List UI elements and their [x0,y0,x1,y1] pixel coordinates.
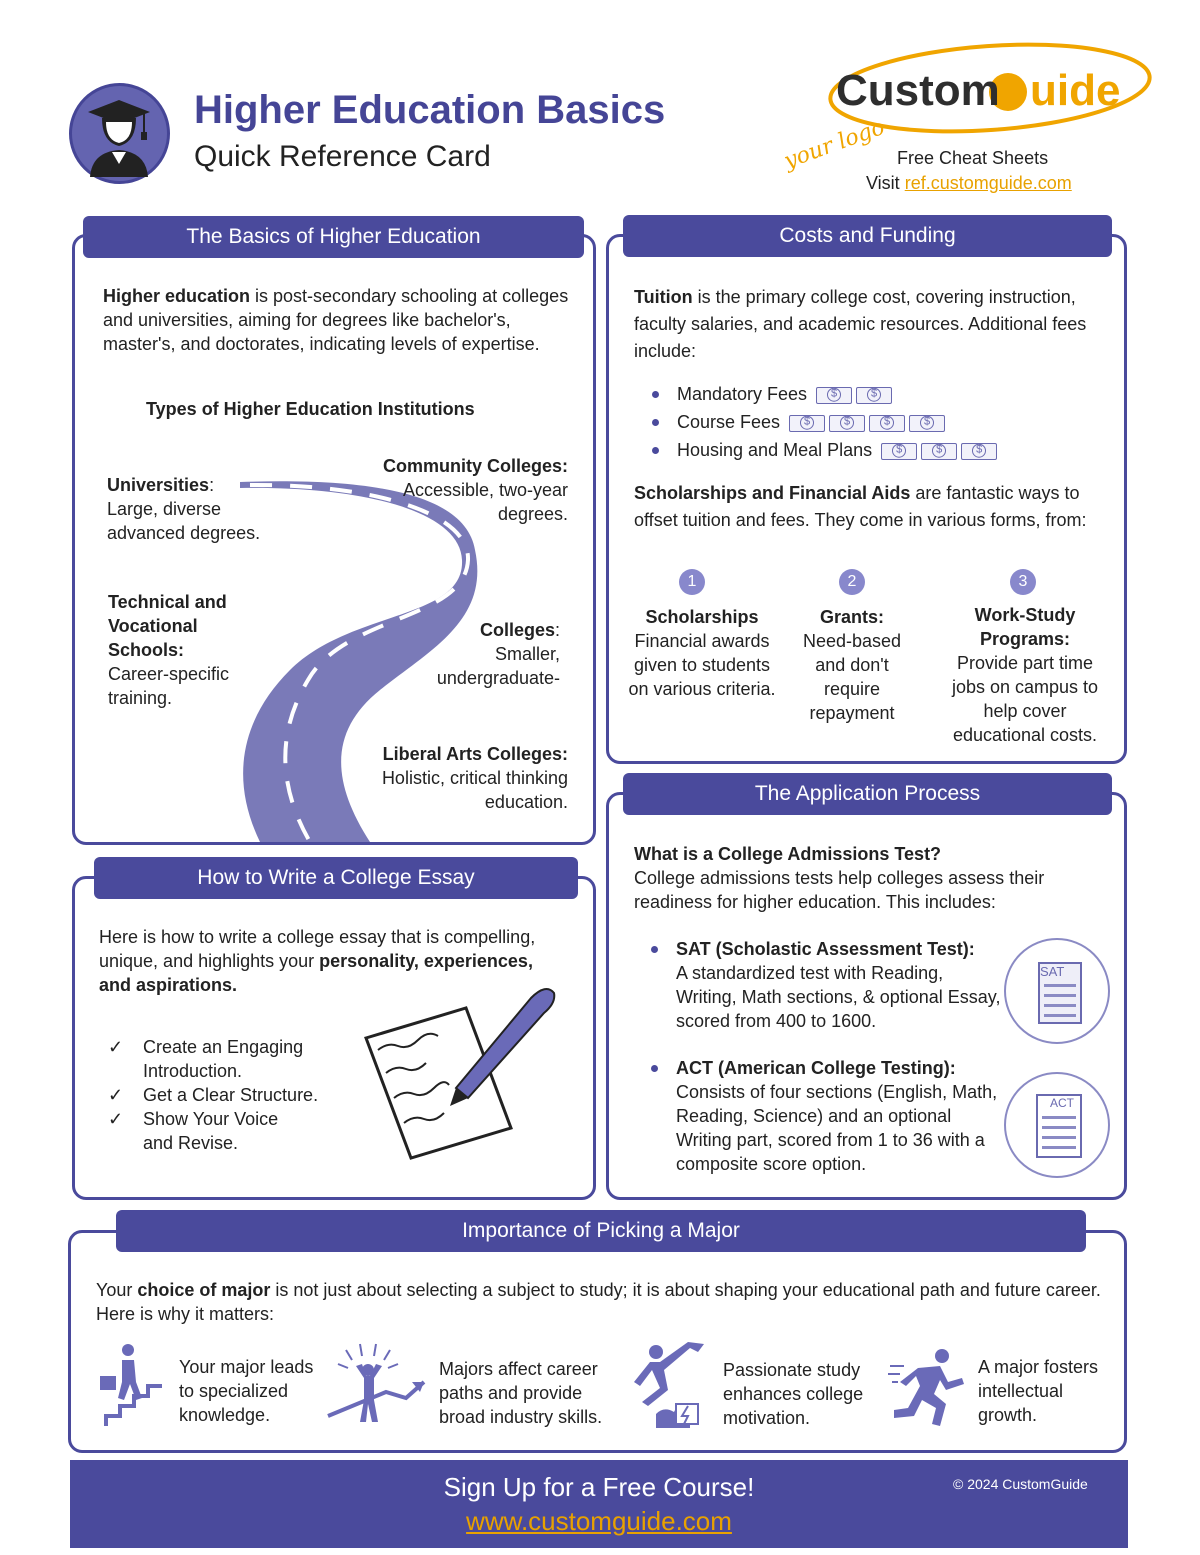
visit-line [866,173,1072,194]
graduate-icon [68,82,171,185]
basics-intro-rest: is post-secondary schooling at colleges and universities, aiming for degrees like bachelor's, master's, and doctorates, indicating levels of expertise. [103,286,569,354]
essay-intro-bold: personality, experiences, and aspirations. [99,951,533,995]
form-number-2: 2 [839,569,865,595]
check-icon: ✓ [108,1109,124,1129]
jump-motivation-icon [630,1342,708,1430]
liberal-desc: Holistic, critical thinking education. [381,768,568,812]
technical-block [108,590,248,710]
community-name: Community Colleges: [382,456,568,476]
money-icon [856,387,892,404]
major-intro: Your choice of major is not just about selecting a subject to study; it is about shaping your educational path and future career. Here is why it matters: [96,1280,1101,1324]
essay-intro-plain: Here is how to write a college essay that is compelling, unique, and highlights your [99,927,536,971]
essay-check-1: ✓ Create an Engaging Introduction. [108,1037,304,1081]
scholar-text [634,480,1112,534]
fee-item-course: Course Fees $$$$ [677,410,945,434]
basics-intro-bold: Higher education [103,286,251,306]
major-intro-bold: choice of major [137,1280,271,1300]
liberal-name: Liberal Arts Colleges: [382,744,568,764]
essay-check-3: ✓ Show Your Voice and Revise. [108,1109,279,1153]
sat-desc: A standardized test with Reading, Writing, Math sections, & optional Essay, scored from 400 to 1600. [676,963,1001,1031]
types-title: Types of Higher Education Institutions [146,399,475,419]
money-icon [881,443,917,460]
money-icon [816,387,852,404]
check-icon: ✓ [108,1085,124,1105]
major-reason-1: Your major leads to specialized knowledge. [179,1357,314,1425]
career-growth-icon [326,1342,426,1424]
colleges-block: Colleges: Smaller, undergraduate- [436,620,560,688]
cheat-sheets-text: Free Cheat Sheets [897,148,1049,168]
tuition-bold: Tuition [634,287,693,307]
form-work-study: Work-Study Programs: Provide part time jobs on campus to help cover educational costs. [951,605,1099,745]
scholar-bold: Scholarships and Financial Aids [634,483,911,503]
footer-cta: Sign Up for a Free Course! [443,1472,755,1502]
colleges-desc: Smaller, undergraduate- [436,644,560,688]
fee-item-mandatory: Mandatory Fees $$ [677,382,892,406]
major-reason-3: Passionate study enhances college motivation. [723,1360,864,1428]
technical-desc: Career-specific training. [108,664,230,708]
community-block [360,454,568,526]
admissions-question: What is a College Admissions Test? [634,844,942,864]
major-reason-2: Majors affect career paths and provide broad industry skills. [439,1359,603,1427]
major-title: Importance of Picking a Major [116,1210,1086,1252]
form-number-1: 1 [679,569,705,595]
tuition-text [634,284,1109,365]
ref-link[interactable]: ref.customguide.com [904,173,1072,193]
application-title: The Application Process [623,773,1112,815]
liberal-block [360,742,568,814]
act-block [676,1056,1006,1176]
form-number-3: 3 [1010,569,1036,595]
costs-title: Costs and Funding [623,215,1112,257]
basics-intro [103,284,578,356]
universities-block: Universities: Large, diverse advanced degrees. [107,475,261,543]
sat-icon: SAT [1004,938,1110,1044]
essay-title: How to Write a College Essay [94,857,578,899]
major-reason-4: A major fosters intellectual growth. [978,1357,1099,1425]
technical-name: Technical and Vocational Schools: [108,592,227,660]
logo-text-guide: uide [1030,66,1121,115]
universities-desc: Large, diverse advanced degrees. [107,499,261,543]
money-icon [789,415,825,432]
check-icon: ✓ [108,1037,124,1057]
sat-block [676,937,1006,1033]
form-grants: Grants: Need-based and don't require repayment [802,607,902,723]
money-icon [921,443,957,460]
fee-item-housing: Housing and Meal Plans $$$ [677,438,997,462]
running-growth-icon [888,1346,966,1428]
community-desc: Accessible, two-year degrees. [402,480,568,524]
footer-copyright: © 2024 CustomGuide [953,1476,1088,1492]
logo-text-custom: Custom [836,66,1000,115]
money-icon [829,415,865,432]
page-subtitle: Quick Reference Card [194,140,491,173]
your-logo-tag: your logo [780,114,889,175]
money-icon [961,443,997,460]
universities-name: Universities [107,475,210,495]
scholar-rest: are fantastic ways to offset tuition and fees. They come in various forms, from: [634,483,1087,530]
colleges-name: Colleges [479,620,555,640]
form-scholarships: Scholarships Financial awards given to students on various criteria. [628,607,776,699]
essay-check-2: ✓ Get a Clear Structure. [108,1085,319,1105]
admissions-desc: College admissions tests help colleges assess their readiness for higher education. This includes: [634,868,1045,912]
act-desc: Consists of four sections (English, Math, Reading, Science) and an optional Writing part, scored from 1 to 36 with a composite score option. [676,1082,998,1174]
tuition-rest: is the primary college cost, covering instruction, faculty salaries, and academic resources. Additional fees include: [634,287,1087,361]
act-icon: ACT [1004,1072,1110,1178]
basics-title: The Basics of Higher Education [83,216,584,258]
footer-url-wrap [70,1506,1128,1537]
stairs-briefcase-icon [96,1342,168,1428]
sat-name: SAT (Scholastic Assessment Test): [676,939,975,959]
visit-label: Visit [866,173,900,193]
money-icon [909,415,945,432]
footer-url[interactable]: www.customguide.com [466,1506,732,1536]
act-name: ACT (American College Testing): [676,1058,956,1078]
notebook-pen-icon [356,978,556,1160]
money-icon [869,415,905,432]
page-title: Higher Education Basics [194,88,666,132]
